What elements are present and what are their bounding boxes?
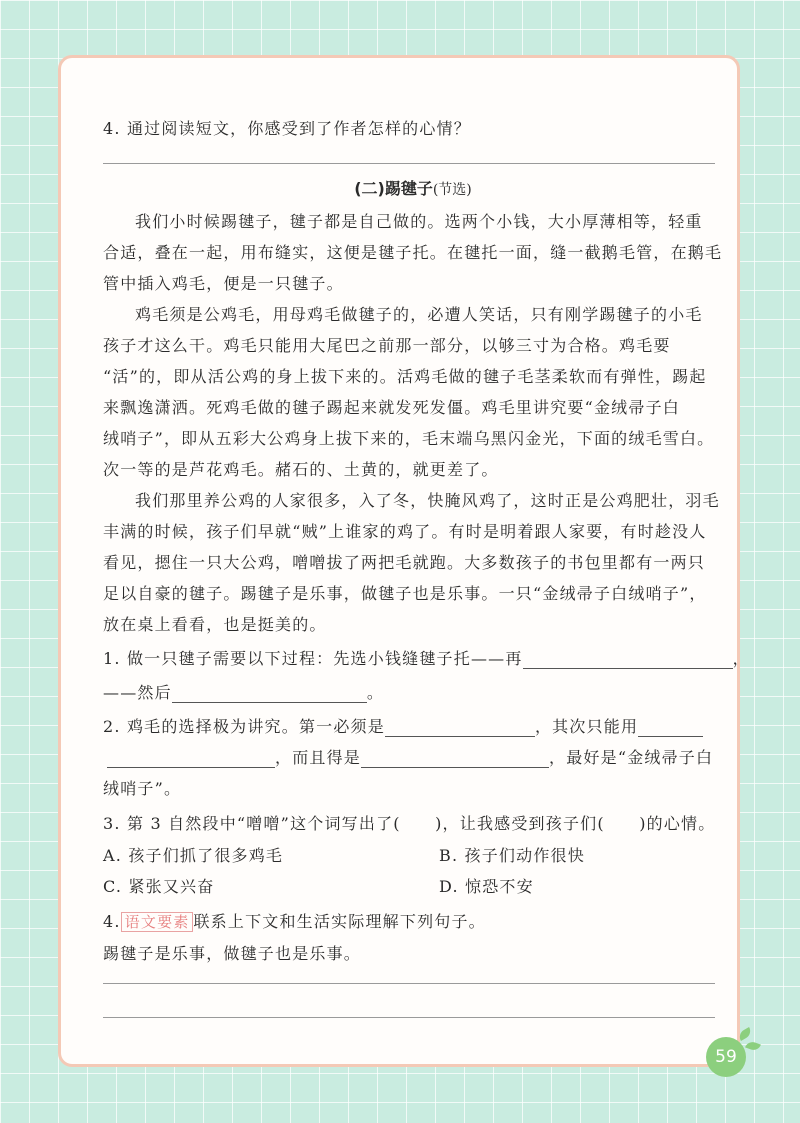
option-c[interactable]: C. 紧张又兴奋 bbox=[103, 877, 215, 896]
answer-line[interactable] bbox=[103, 983, 715, 984]
answer-blank[interactable] bbox=[172, 686, 367, 703]
paragraph-line: 孩子才这么干。鸡毛只能用大尾巴之前那一部分，以够三寸为合格。鸡毛要 bbox=[103, 336, 671, 355]
paragraph-line: 绒哨子”，即从五彩大公鸡身上拔下来的，毛末端乌黑闪金光，下面的绒毛雪白。 bbox=[103, 429, 715, 448]
page-number: 59 bbox=[706, 1037, 746, 1077]
question-1-punct: ， bbox=[732, 649, 750, 668]
question-4-top: 4. 通过阅读短文，你感受到了作者怎样的心情？ bbox=[103, 119, 471, 138]
question-2-text: ，最好是“金绒帚子白 bbox=[549, 748, 714, 767]
question-4-number: 4. bbox=[103, 912, 121, 931]
leaf-decoration bbox=[745, 1040, 761, 1052]
passage-title-note: (节选) bbox=[432, 182, 472, 198]
category-tag: 语文要素 bbox=[121, 912, 194, 932]
paragraph-line: “活”的，即从活公鸡的身上拔下来的。活鸡毛做的毽子毛茎柔软而有弹性，踢起 bbox=[103, 367, 707, 386]
passage-title-text: (二)踢毽子 bbox=[354, 179, 433, 198]
question-4-text: 联系上下文和生活实际理解下列句子。 bbox=[193, 912, 486, 931]
worksheet-page bbox=[58, 55, 750, 1067]
question-2-cont bbox=[103, 745, 713, 768]
paragraph-line: 来飘逸潇洒。死鸡毛做的毽子踢起来就发死发僵。鸡毛里讲究要“金绒帚子白 bbox=[103, 398, 680, 417]
answer-line bbox=[103, 163, 715, 164]
question-4 bbox=[103, 909, 486, 932]
question-2-text: 2. 鸡毛的选择极为讲究。第一必须是 bbox=[103, 717, 385, 736]
paragraph-line: 足以自豪的毽子。踢毽子是乐事，做毽子也是乐事。一只“金绒帚子白绒哨子”， bbox=[103, 584, 707, 603]
answer-line[interactable] bbox=[103, 1017, 715, 1018]
question-1 bbox=[103, 646, 750, 669]
paragraph-line: 次一等的是芦花鸡毛。赭石的、土黄的，就更差了。 bbox=[103, 460, 499, 479]
option-a[interactable]: A. 孩子们抓了很多鸡毛 bbox=[103, 846, 284, 865]
answer-blank[interactable] bbox=[523, 652, 733, 669]
question-2-text: ，而且得是 bbox=[275, 748, 362, 767]
paragraph-line: 合适，叠在一起，用布缝实，这便是毽子托。在毽托一面，缝一截鹅毛管，在鹅毛 bbox=[103, 243, 723, 262]
paragraph-line: 我们小时候踢毽子，毽子都是自己做的。选两个小钱，大小厚薄相等，轻重 bbox=[135, 212, 703, 231]
paragraph-line: 管中插入鸡毛，便是一只毽子。 bbox=[103, 274, 344, 293]
question-1-text: 1. 做一只毽子需要以下过程：先选小钱缝毽子托——再 bbox=[103, 649, 523, 668]
option-b[interactable]: B. 孩子们动作很快 bbox=[439, 846, 585, 865]
question-1-text: ——然后 bbox=[103, 683, 172, 702]
paragraph-line: 鸡毛须是公鸡毛，用母鸡毛做毽子的，必遭人笑话，只有刚学踢毽子的小毛 bbox=[135, 305, 703, 324]
answer-blank[interactable] bbox=[107, 751, 275, 768]
answer-blank[interactable] bbox=[361, 751, 549, 768]
paragraph-line: 看见，摁住一只大公鸡，噌噌拔了两把毛就跑。大多数孩子的书包里都有一两只 bbox=[103, 553, 706, 572]
question-1-punct: 。 bbox=[366, 683, 385, 702]
question-2-text: ，其次只能用 bbox=[534, 717, 639, 736]
answer-blank[interactable] bbox=[638, 720, 703, 737]
paragraph-line: 丰满的时候，孩子们早就“贼”上谁家的鸡了。有时是明着跟人家要，有时趁没人 bbox=[103, 522, 707, 541]
question-1-cont bbox=[103, 680, 384, 703]
question-3: 3. 第 3 自然段中“噌噌”这个词写出了( )，让我感受到孩子们( )的心情。 bbox=[103, 814, 716, 833]
question-4-sentence: 踢毽子是乐事，做毽子也是乐事。 bbox=[103, 944, 362, 963]
question-2 bbox=[103, 714, 703, 737]
question-2-end: 绒哨子”。 bbox=[103, 779, 182, 798]
answer-blank[interactable] bbox=[385, 720, 535, 737]
paragraph-line: 我们那里养公鸡的人家很多，入了冬，快腌风鸡了，这时正是公鸡肥壮，羽毛 bbox=[135, 491, 720, 510]
option-d[interactable]: D. 惊恐不安 bbox=[439, 877, 534, 896]
passage-title bbox=[103, 176, 723, 199]
paragraph-line: 放在桌上看看，也是挺美的。 bbox=[103, 615, 327, 634]
